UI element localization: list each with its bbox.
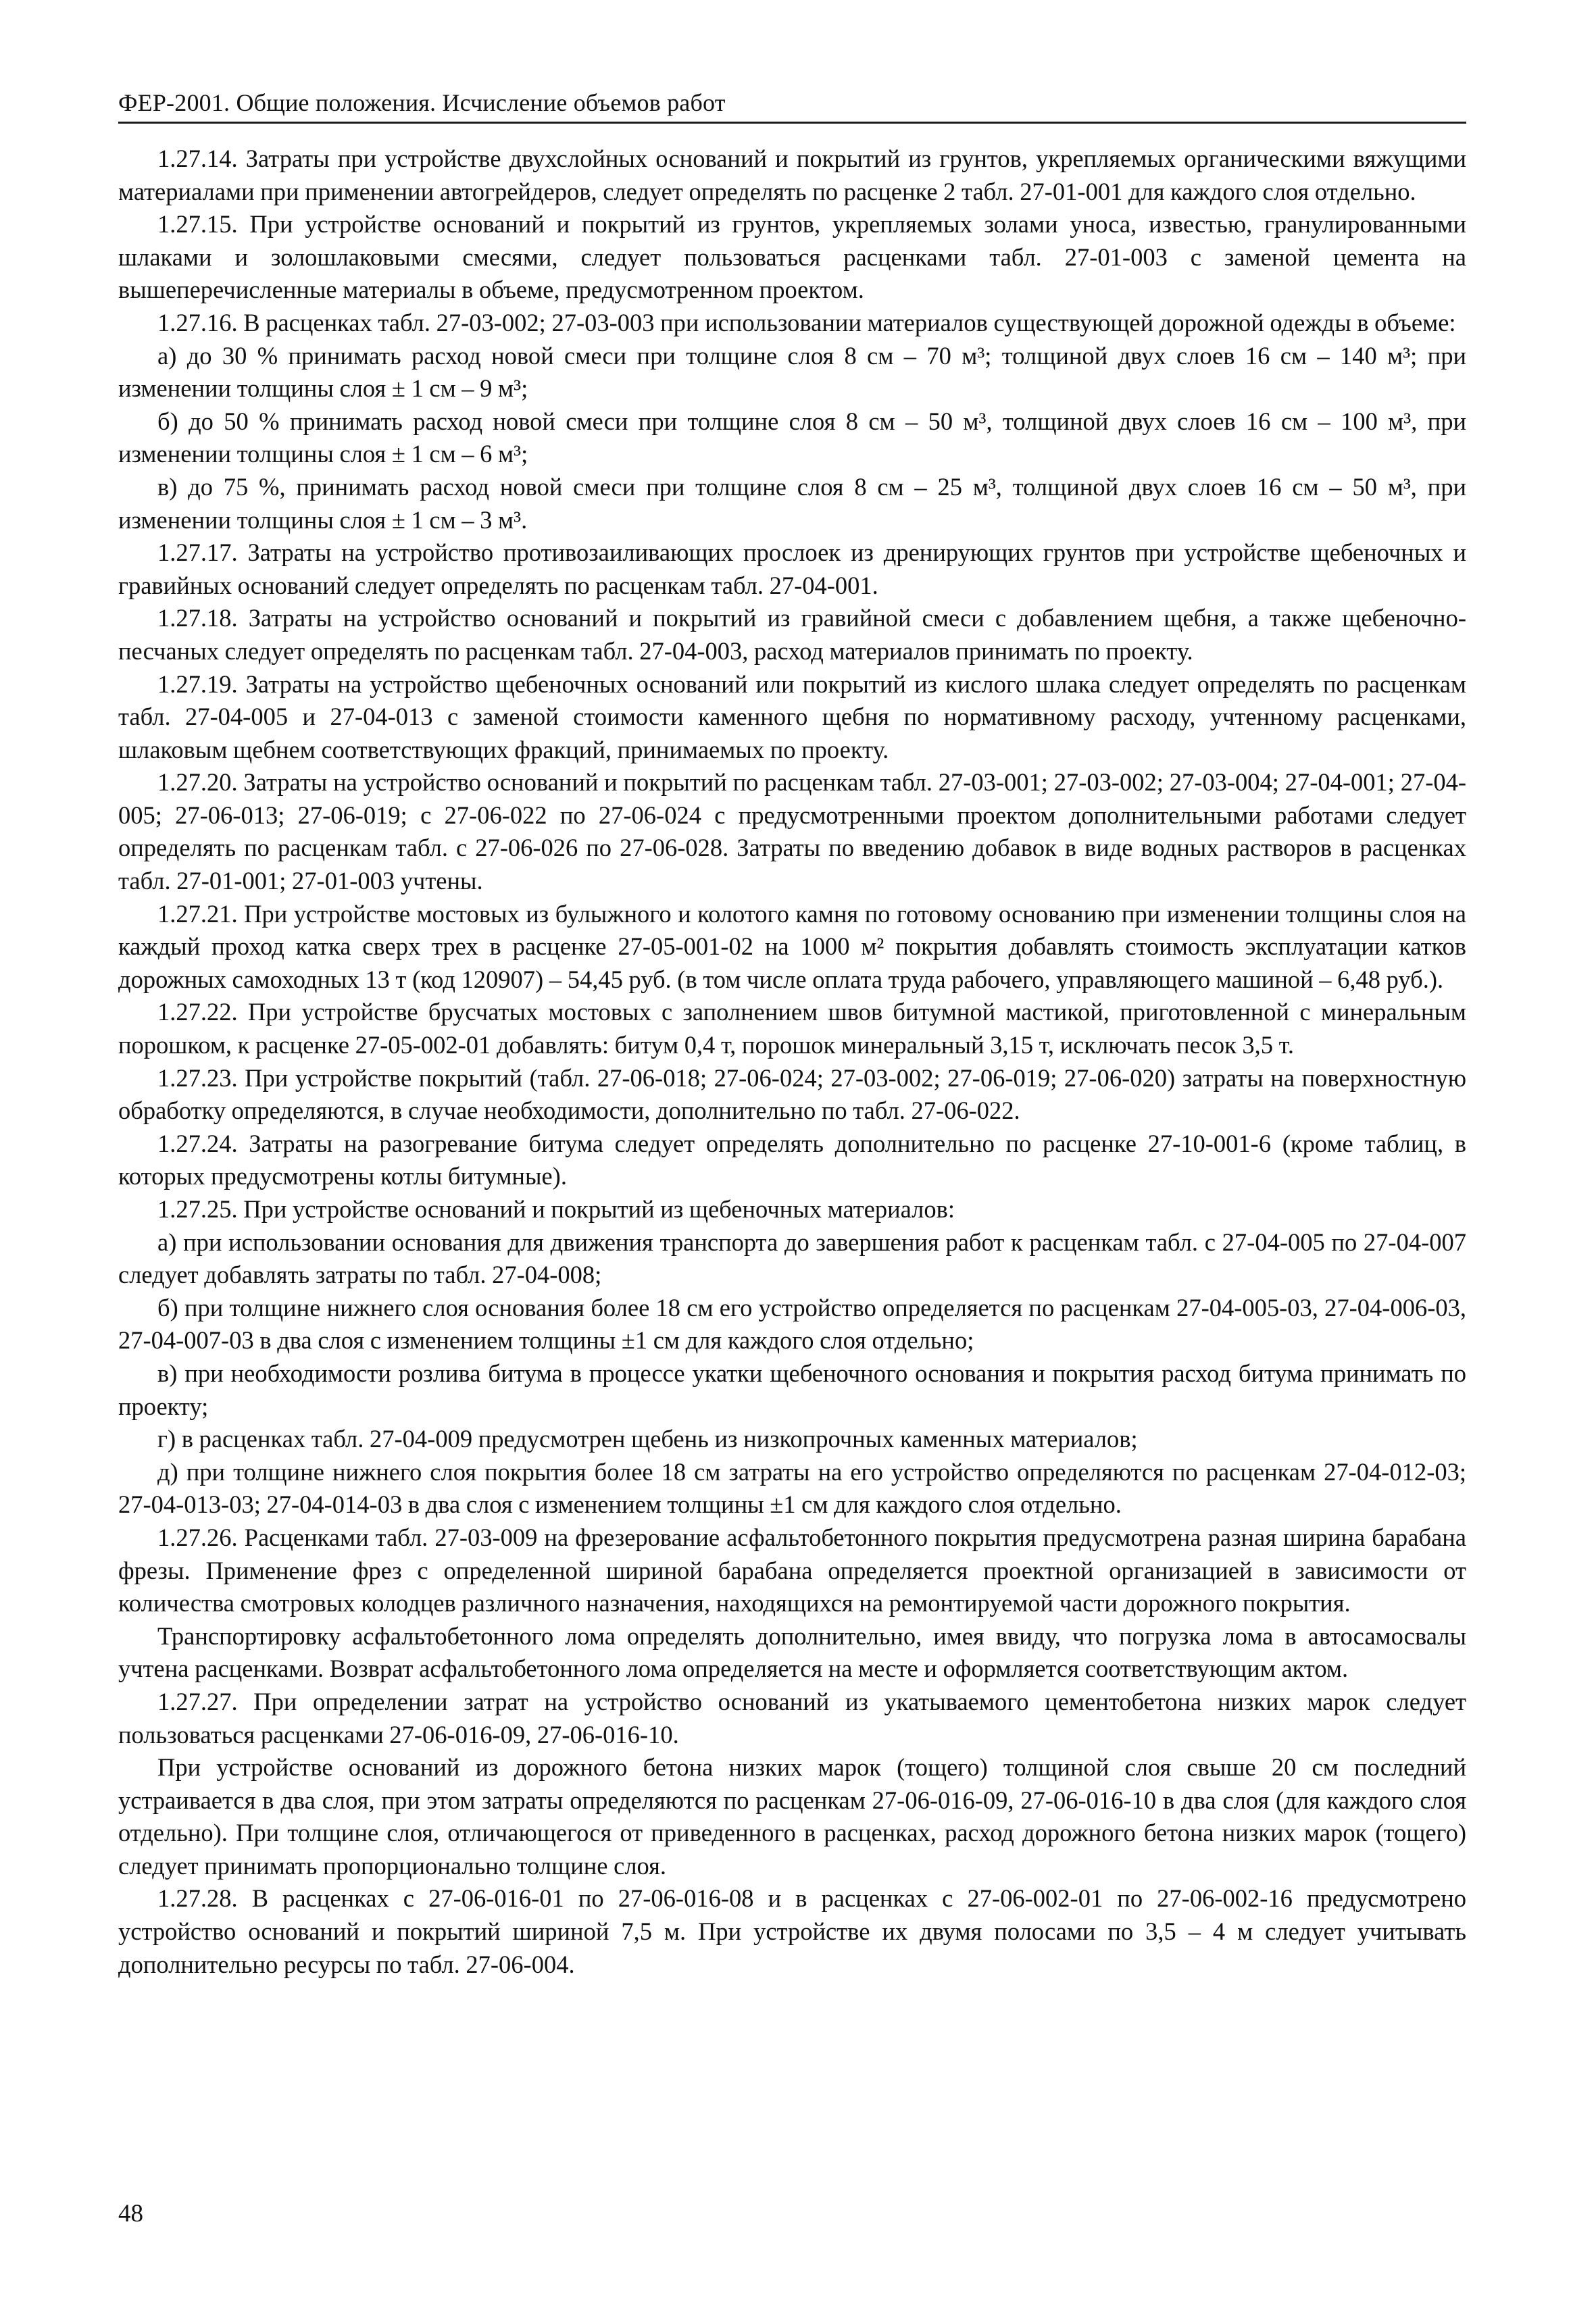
paragraph-1-27-15: 1.27.15. При устройстве оснований и покрытий из грунтов, укрепляемых золами уноса, известью, гранулированными шлаками и золошлаковыми смесями, следует пользоваться расценками табл. 27-01-003 с заменой цемента на вышеперечисленные материалы в объеме, предусмотренном проектом.: [118, 210, 1466, 304]
paragraph-1-27-25-b: б) при толщине нижнего слоя основания более 18 см его устройство определяется по расценкам 27-04-005-03, 27-04-006-03, 27-04-007-03 в два слоя с изменением толщины ±1 см для каждого слоя отдельно;: [118, 1293, 1466, 1355]
paragraph-lean-concrete: При устройстве оснований из дорожного бетона низких марок (тощего) толщиной слоя свыше 20 см последний устраивается в два слоя, при этом затраты определяются по расценкам 27-06-016-09, 27-06-016-10 в два слоя (для каждого слоя отдельно). При толщине слоя, отличающегося от приведенного в расценках, расход дорожного бетона низких марок (тощего) следует принимать пропорционально толщине слоя.: [118, 1753, 1466, 1880]
paragraph-1-27-26: 1.27.26. Расценками табл. 27-03-009 на фрезерование асфальтобетонного покрытия предусмотрена разная ширина барабана фрезы. Применение фрез с определенной шириной барабана определяется проектной организацией в зависимости от количества смотровых колодцев различного назначения, находящихся на ремонтируемой части дорожного покрытия.: [118, 1523, 1466, 1617]
paragraph-1-27-24: 1.27.24. Затраты на разогревание битума следует определять дополнительно по расценке 27-10-001-6 (кроме таблиц, в которых предусмотрены котлы битумные).: [118, 1129, 1466, 1190]
paragraph-1-27-14: 1.27.14. Затраты при устройстве двухслойных оснований и покрытий из грунтов, укрепляемых органическими вяжущими материалами при применении автогрейдеров, следует определять по расценке 2 табл. 27-01-001 для каждого слоя отдельно.: [118, 145, 1466, 205]
paragraph-1-27-21: 1.27.21. При устройстве мостовых из булыжного и колотого камня по готовому основанию при изменении толщины слоя на каждый проход катка сверх трех в расценке 27-05-001-02 на 1000 м² покрытия добавлять стоимость эксплуатации катков дорожных самоходных 13 т (код 120907) – 54,45 руб. (в том числе оплата труда рабочего, управляющего машиной – 6,48 руб.).: [118, 899, 1466, 993]
paragraph-1-27-23: 1.27.23. При устройстве покрытий (табл. 27-06-018; 27-06-024; 27-03-002; 27-06-019; 27-06-020) затраты на поверхностную обработку определяются, в случае необходимости, дополнительно по табл. 27-06-022.: [118, 1063, 1466, 1125]
paragraph-1-27-25-v: в) при необходимости розлива битума в процессе укатки щебеночного основания и покрытия расход битума принимать по проекту;: [118, 1359, 1466, 1420]
running-header: ФЕР-2001. Общие положения. Исчисление объемов работ: [118, 88, 1466, 124]
paragraph-1-27-25-a: а) при использовании основания для движения транспорта до завершения работ к расценкам табл. с 27-04-005 по 27-04-007 следует добавлять затраты по табл. 27-04-008;: [118, 1228, 1466, 1289]
document-page: [118, 88, 1466, 1981]
paragraph-1-27-27: 1.27.27. При определении затрат на устройство оснований из укатываемого цементобетона низких марок следует пользоваться расценками 27-06-016-09, 27-06-016-10.: [118, 1687, 1466, 1749]
paragraph-1-27-16-b: б) до 50 % принимать расход новой смеси при толщине слоя 8 см – 50 м³, толщиной двух слоев 16 см – 100 м³, при изменении толщины слоя ± 1 см – 6 м³;: [118, 407, 1466, 468]
paragraph-1-27-16-v: в) до 75 %, принимать расход новой смеси при толщине слоя 8 см – 25 м³, толщиной двух слоев 16 см – 50 м³, при изменении толщины слоя ± 1 см – 3 м³.: [118, 472, 1466, 534]
paragraph-1-27-25-g: г) в расценках табл. 27-04-009 предусмотрен щебень из низкопрочных каменных материалов;: [157, 1425, 1138, 1453]
paragraph-1-27-25: 1.27.25. При устройстве оснований и покрытий из щебеночных материалов:: [157, 1195, 955, 1223]
paragraph-transport: Транспортировку асфальтобетонного лома определять дополнительно, имея ввиду, что погрузка лома в автосамосвалы учтена расценками. Возврат асфальтобетонного лома определяется на месте и оформляется соответствующим актом.: [118, 1621, 1466, 1683]
paragraph-1-27-16-a: а) до 30 % принимать расход новой смеси при толщине слоя 8 см – 70 м³; толщиной двух слоев 16 см – 140 м³; при изменении толщины слоя ± 1 см – 9 м³;: [118, 341, 1466, 403]
paragraph-1-27-17: 1.27.17. Затраты на устройство противозаиливающих прослоек из дренирующих грунтов при устройстве щебеночных и гравийных оснований следует определять по расценкам табл. 27-04-001.: [118, 538, 1466, 599]
paragraph-1-27-20: 1.27.20. Затраты на устройство оснований и покрытий по расценкам табл. 27-03-001; 27-03-002; 27-03-004; 27-04-001; 27-04-005; 27-06-013; 27-06-019; с 27-06-022 по 27-06-024 с предусмотренными проектом дополнительными работами следует определять по расценкам табл. с 27-06-026 по 27-06-028. Затраты по введению добавок в виде водных растворов в расценках табл. 27-01-001; 27-01-003 учтены.: [118, 768, 1466, 895]
paragraph-1-27-16: 1.27.16. В расценках табл. 27-03-002; 27-03-003 при использовании материалов существующей дорожной одежды в объеме:: [157, 308, 1456, 336]
paragraph-1-27-22: 1.27.22. При устройстве брусчатых мостовых с заполнением швов битумной мастикой, приготовленной с минеральным порошком, к расценке 27-05-002-01 добавлять: битум 0,4 т, порошок минеральный 3,15 т, исключать песок 3,5 т.: [118, 998, 1466, 1059]
body-text: [118, 143, 1466, 1981]
paragraph-1-27-18: 1.27.18. Затраты на устройство оснований и покрытий из гравийной смеси с добавлением щебня, а также щебеночно-песчаных следует определять по расценкам табл. 27-04-003, расход материалов принимать по проекту.: [118, 604, 1466, 665]
paragraph-1-27-25-d: д) при толщине нижнего слоя покрытия более 18 см затраты на его устройство определяются по расценкам 27-04-012-03; 27-04-013-03; 27-04-014-03 в два слоя с изменением толщины ±1 см для каждого слоя отдельно.: [118, 1457, 1466, 1519]
paragraph-1-27-28: 1.27.28. В расценках с 27-06-016-01 по 27-06-016-08 и в расценках с 27-06-002-01 по 27-06-002-16 предусмотрено устройство оснований и покрытий шириной 7,5 м. При устройстве их двумя полосами по 3,5 – 4 м следует учитывать дополнительно ресурсы по табл. 27-06-004.: [118, 1884, 1466, 1978]
paragraph-1-27-19: 1.27.19. Затраты на устройство щебеночных оснований или покрытий из кислого шлака следует определять по расценкам табл. 27-04-005 и 27-04-013 с заменой стоимости каменного щебня по нормативному расходу, учтенному расценками, шлаковым щебнем соответствующих фракций, принимаемых по проекту.: [118, 670, 1466, 763]
page-number: 48: [118, 2200, 143, 2228]
